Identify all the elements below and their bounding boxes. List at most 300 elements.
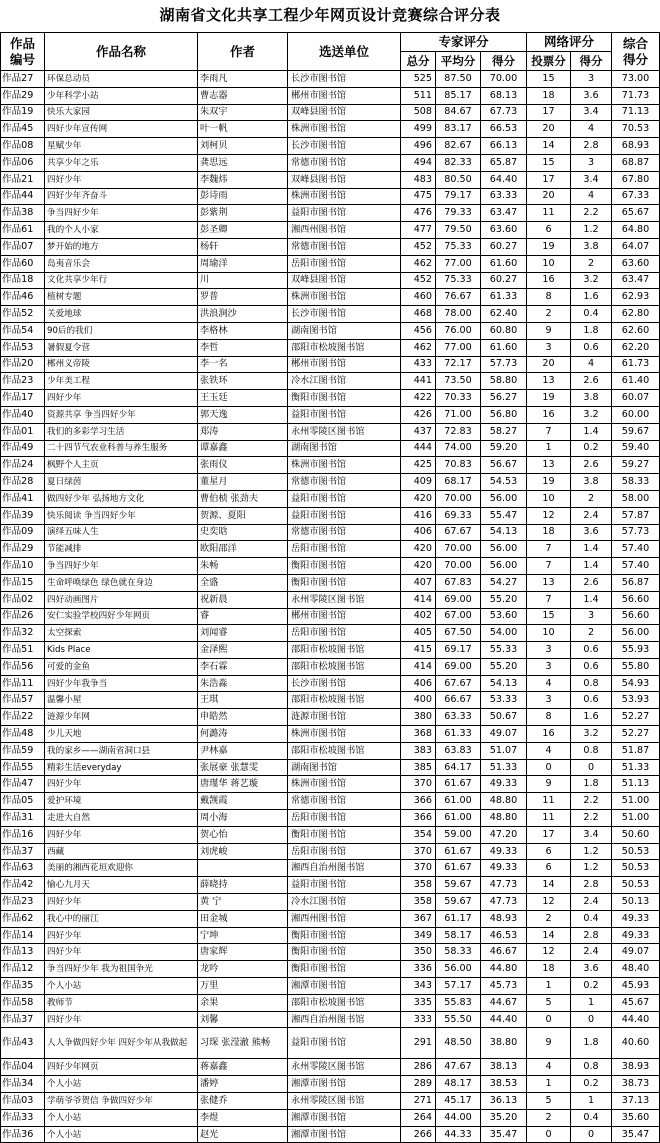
table-row <box>1 238 660 255</box>
header-unit: 选送单位 <box>288 33 401 71</box>
cell-author: 金泽熙 <box>198 642 288 659</box>
cell-unit: 益阳市图书馆 <box>288 1028 401 1059</box>
cell-author: 尹林嘉 <box>198 742 288 759</box>
table-row <box>1 793 660 810</box>
cell-expert-avg: 61.67 <box>436 860 481 877</box>
cell-name: 争当四好少年 我为祖国争光 <box>45 961 198 978</box>
cell-expert-total: 414 <box>401 658 436 675</box>
cell-net-votes: 14 <box>527 138 571 155</box>
cell-expert-avg: 57.17 <box>436 978 481 995</box>
cell-expert-total: 370 <box>401 776 436 793</box>
cell-name: 安仁实验学校四好少年网页 <box>45 608 198 625</box>
cell-unit: 湖南图书馆 <box>288 440 401 457</box>
cell-expert-avg: 70.00 <box>436 541 481 558</box>
cell-unit: 郴州市图书馆 <box>288 356 401 373</box>
cell-unit: 冷水江图书馆 <box>288 373 401 390</box>
cell-unit: 衡阳市图书馆 <box>288 558 401 575</box>
cell-unit: 双峰县图书馆 <box>288 171 401 188</box>
cell-expert-avg: 79.33 <box>436 205 481 222</box>
cell-expert-score: 48.93 <box>481 910 527 927</box>
cell-name: 学萌爷爷贺信 争做四好少年 <box>45 1093 198 1110</box>
table-row <box>1 776 660 793</box>
cell-author: 张雨仪 <box>198 457 288 474</box>
cell-expert-score: 50.67 <box>481 709 527 726</box>
table-row <box>1 524 660 541</box>
cell-unit: 长沙市图书馆 <box>288 138 401 155</box>
cell-author: 郑涛 <box>198 423 288 440</box>
cell-net-score: 0.6 <box>571 658 612 675</box>
cell-expert-avg: 70.33 <box>436 390 481 407</box>
cell-expert-avg: 68.17 <box>436 474 481 491</box>
cell-name: 四好少年 <box>45 390 198 407</box>
cell-expert-total: 409 <box>401 474 436 491</box>
cell-final-score: 58.33 <box>612 474 660 491</box>
cell-expert-score: 55.33 <box>481 642 527 659</box>
cell-name: 精彩生活everyday <box>45 759 198 776</box>
cell-expert-score: 54.13 <box>481 524 527 541</box>
cell-expert-score: 35.20 <box>481 1109 527 1126</box>
cell-net-votes: 2 <box>527 306 571 323</box>
cell-expert-avg: 63.83 <box>436 742 481 759</box>
cell-expert-total: 406 <box>401 675 436 692</box>
cell-author: 蒋嘉鑫 <box>198 1059 288 1076</box>
cell-author: 习琛 张滢澈 熊畅 <box>198 1028 288 1059</box>
cell-name: 郴州义帝陵 <box>45 356 198 373</box>
table-row <box>1 742 660 759</box>
cell-name: 文化共享少年行 <box>45 272 198 289</box>
cell-author: 李格林 <box>198 322 288 339</box>
cell-unit: 双峰县图书馆 <box>288 272 401 289</box>
cell-name: 太空探索 <box>45 625 198 642</box>
cell-net-score: 2.6 <box>571 574 612 591</box>
cell-net-votes: 16 <box>527 406 571 423</box>
cell-expert-total: 499 <box>401 121 436 138</box>
cell-net-votes: 9 <box>527 322 571 339</box>
cell-author: 何潞涛 <box>198 726 288 743</box>
table-row <box>1 894 660 911</box>
cell-unit: 常德市图书馆 <box>288 154 401 171</box>
table-row <box>1 457 660 474</box>
cell-expert-avg: 82.67 <box>436 138 481 155</box>
cell-expert-score: 35.47 <box>481 1126 527 1143</box>
cell-unit: 衡阳市图书馆 <box>288 574 401 591</box>
cell-author: 戴觊霞 <box>198 793 288 810</box>
cell-net-votes: 18 <box>527 961 571 978</box>
cell-expert-total: 494 <box>401 154 436 171</box>
table-row <box>1 574 660 591</box>
table-row <box>1 1011 660 1028</box>
cell-author: 谭嘉鑫 <box>198 440 288 457</box>
cell-net-votes: 9 <box>527 776 571 793</box>
header-net-score: 得分 <box>571 52 612 71</box>
cell-expert-total: 508 <box>401 104 436 121</box>
cell-expert-score: 58.27 <box>481 423 527 440</box>
cell-net-score: 2.4 <box>571 894 612 911</box>
cell-author: 刘柯贝 <box>198 138 288 155</box>
cell-net-score: 2.8 <box>571 138 612 155</box>
cell-author: 董星月 <box>198 474 288 491</box>
table-row <box>1 507 660 524</box>
cell-expert-avg: 75.33 <box>436 272 481 289</box>
cell-unit: 株洲市图书馆 <box>288 289 401 306</box>
cell-expert-avg: 66.67 <box>436 692 481 709</box>
cell-expert-avg: 76.67 <box>436 289 481 306</box>
cell-net-votes: 4 <box>527 675 571 692</box>
cell-name: 少年美工程 <box>45 373 198 390</box>
cell-final-score: 68.87 <box>612 154 660 171</box>
header-expert-group: 专家评分 <box>401 33 527 52</box>
cell-net-votes: 2 <box>527 1109 571 1126</box>
cell-name: 岛夷音乐会 <box>45 255 198 272</box>
cell-author: 彭紫荆 <box>198 205 288 222</box>
cell-expert-avg: 58.17 <box>436 927 481 944</box>
cell-expert-total: 456 <box>401 322 436 339</box>
cell-unit: 长沙市图书馆 <box>288 306 401 323</box>
cell-expert-score: 51.33 <box>481 759 527 776</box>
cell-expert-total: 366 <box>401 793 436 810</box>
cell-id: 作品04 <box>1 1059 45 1076</box>
table-row <box>1 171 660 188</box>
cell-id: 作品10 <box>1 558 45 575</box>
cell-expert-avg: 55.50 <box>436 1011 481 1028</box>
cell-name: 教师节 <box>45 994 198 1011</box>
cell-net-score: 2.8 <box>571 927 612 944</box>
cell-expert-score: 63.47 <box>481 205 527 222</box>
cell-name: 四好少年 <box>45 1011 198 1028</box>
cell-net-score: 1.4 <box>571 541 612 558</box>
cell-net-score: 0.2 <box>571 1076 612 1093</box>
cell-author: 祝新晨 <box>198 591 288 608</box>
cell-net-score: 1 <box>571 1093 612 1110</box>
header-final-line2: 得分 <box>623 51 649 67</box>
cell-name: 美丽的湘西花垣欢迎你 <box>45 860 198 877</box>
cell-id: 作品46 <box>1 289 45 306</box>
cell-id: 作品09 <box>1 524 45 541</box>
cell-final-score: 51.87 <box>612 742 660 759</box>
cell-name: 生命呼唤绿色 绿色就在身边 <box>45 574 198 591</box>
cell-author: 黄 宁 <box>198 894 288 911</box>
cell-final-score: 49.33 <box>612 910 660 927</box>
cell-id: 作品07 <box>1 238 45 255</box>
cell-expert-total: 406 <box>401 524 436 541</box>
table-row <box>1 591 660 608</box>
cell-expert-score: 58.80 <box>481 373 527 390</box>
cell-unit: 常德市图书馆 <box>288 238 401 255</box>
cell-author: 杨轩 <box>198 238 288 255</box>
cell-expert-total: 358 <box>401 894 436 911</box>
cell-final-score: 58.00 <box>612 490 660 507</box>
cell-id: 作品29 <box>1 541 45 558</box>
table-row <box>1 927 660 944</box>
cell-author: 刘闻睿 <box>198 625 288 642</box>
cell-net-score: 2.2 <box>571 205 612 222</box>
table-row <box>1 675 660 692</box>
cell-id: 作品51 <box>1 642 45 659</box>
cell-expert-score: 56.80 <box>481 406 527 423</box>
cell-unit: 益阳市图书馆 <box>288 877 401 894</box>
cell-net-score: 0.6 <box>571 692 612 709</box>
cell-author: 彭诗雨 <box>198 188 288 205</box>
cell-net-votes: 9 <box>527 1028 571 1059</box>
cell-expert-avg: 70.00 <box>436 490 481 507</box>
cell-unit: 株洲市图书馆 <box>288 188 401 205</box>
cell-expert-score: 56.27 <box>481 390 527 407</box>
cell-net-votes: 4 <box>527 1059 571 1076</box>
cell-name: 环保总动员 <box>45 71 198 88</box>
cell-final-score: 61.73 <box>612 356 660 373</box>
cell-unit: 岳阳市图书馆 <box>288 541 401 558</box>
cell-final-score: 67.80 <box>612 171 660 188</box>
cell-id: 作品19 <box>1 104 45 121</box>
cell-id: 作品15 <box>1 574 45 591</box>
cell-net-score: 4 <box>571 121 612 138</box>
cell-expert-total: 483 <box>401 171 436 188</box>
cell-net-score: 3.6 <box>571 961 612 978</box>
cell-id: 作品37 <box>1 843 45 860</box>
cell-unit: 邵阳市松坡图书馆 <box>288 692 401 709</box>
cell-expert-score: 44.67 <box>481 994 527 1011</box>
cell-expert-score: 56.00 <box>481 558 527 575</box>
cell-expert-avg: 70.83 <box>436 457 481 474</box>
cell-expert-avg: 67.00 <box>436 608 481 625</box>
cell-net-score: 3 <box>571 154 612 171</box>
cell-net-score: 1.6 <box>571 289 612 306</box>
cell-expert-score: 49.07 <box>481 726 527 743</box>
cell-final-score: 62.80 <box>612 306 660 323</box>
cell-id: 作品61 <box>1 222 45 239</box>
cell-expert-score: 54.27 <box>481 574 527 591</box>
header-id-line1: 作品 <box>9 35 35 51</box>
cell-id: 作品12 <box>1 961 45 978</box>
cell-name: 暑假夏令营 <box>45 339 198 356</box>
table-row <box>1 71 660 88</box>
cell-final-score: 60.07 <box>612 390 660 407</box>
cell-expert-avg: 72.83 <box>436 423 481 440</box>
cell-net-score: 0.4 <box>571 1109 612 1126</box>
table-row <box>1 87 660 104</box>
cell-expert-score: 70.00 <box>481 71 527 88</box>
cell-unit: 湘潭市图书馆 <box>288 1126 401 1143</box>
cell-expert-score: 44.40 <box>481 1011 527 1028</box>
cell-expert-score: 49.33 <box>481 860 527 877</box>
cell-final-score: 55.93 <box>612 642 660 659</box>
cell-author <box>198 860 288 877</box>
cell-author: 李雨凡 <box>198 71 288 88</box>
cell-expert-total: 368 <box>401 726 436 743</box>
cell-net-votes: 12 <box>527 507 571 524</box>
cell-final-score: 59.40 <box>612 440 660 457</box>
cell-net-votes: 17 <box>527 104 571 121</box>
cell-expert-score: 57.73 <box>481 356 527 373</box>
cell-expert-total: 420 <box>401 490 436 507</box>
cell-net-votes: 19 <box>527 390 571 407</box>
cell-expert-avg: 72.17 <box>436 356 481 373</box>
cell-final-score: 56.00 <box>612 625 660 642</box>
cell-id: 作品18 <box>1 272 45 289</box>
cell-name: 四好动画图片 <box>45 591 198 608</box>
cell-author: 彭圣卿 <box>198 222 288 239</box>
table-row <box>1 843 660 860</box>
table-row <box>1 994 660 1011</box>
cell-final-score: 51.00 <box>612 793 660 810</box>
cell-expert-avg: 61.33 <box>436 726 481 743</box>
cell-final-score: 45.93 <box>612 978 660 995</box>
cell-author: 欧阳邵洋 <box>198 541 288 558</box>
cell-net-votes: 1 <box>527 978 571 995</box>
cell-id: 作品02 <box>1 591 45 608</box>
cell-expert-score: 64.40 <box>481 171 527 188</box>
cell-expert-avg: 55.83 <box>436 994 481 1011</box>
cell-expert-total: 264 <box>401 1109 436 1126</box>
cell-final-score: 57.40 <box>612 541 660 558</box>
cell-final-score: 57.40 <box>612 558 660 575</box>
cell-expert-score: 56.00 <box>481 541 527 558</box>
cell-expert-total: 414 <box>401 591 436 608</box>
cell-author: 史奕晗 <box>198 524 288 541</box>
cell-expert-total: 380 <box>401 709 436 726</box>
cell-name: 个人小站 <box>45 978 198 995</box>
cell-expert-total: 291 <box>401 1028 436 1059</box>
cell-name: 四好少年网页 <box>45 1059 198 1076</box>
cell-net-score: 1.6 <box>571 709 612 726</box>
cell-author: 张健乔 <box>198 1093 288 1110</box>
table-row <box>1 726 660 743</box>
cell-id: 作品62 <box>1 910 45 927</box>
cell-expert-score: 60.80 <box>481 322 527 339</box>
cell-net-score: 3.2 <box>571 726 612 743</box>
cell-author: 全盛 <box>198 574 288 591</box>
cell-expert-total: 477 <box>401 222 436 239</box>
cell-final-score: 50.53 <box>612 843 660 860</box>
header-name: 作品名称 <box>45 33 198 71</box>
cell-net-votes: 7 <box>527 558 571 575</box>
cell-name: 四好少年我争当 <box>45 675 198 692</box>
cell-author: 王玉廷 <box>198 390 288 407</box>
cell-expert-score: 49.33 <box>481 776 527 793</box>
cell-author: 余果 <box>198 994 288 1011</box>
cell-id: 作品59 <box>1 742 45 759</box>
cell-name: 少儿天地 <box>45 726 198 743</box>
cell-net-votes: 3 <box>527 692 571 709</box>
cell-expert-score: 54.00 <box>481 625 527 642</box>
cell-id: 作品45 <box>1 121 45 138</box>
cell-expert-total: 286 <box>401 1059 436 1076</box>
cell-name: 四好少年齐奋斗 <box>45 188 198 205</box>
cell-name: 快乐阅读 争当四好少年 <box>45 507 198 524</box>
cell-net-score: 2 <box>571 625 612 642</box>
cell-author: 周小海 <box>198 810 288 827</box>
cell-unit: 湘西自治州图书馆 <box>288 860 401 877</box>
cell-expert-total: 416 <box>401 507 436 524</box>
cell-net-votes: 3 <box>527 658 571 675</box>
cell-expert-score: 56.00 <box>481 490 527 507</box>
cell-expert-score: 62.40 <box>481 306 527 323</box>
cell-expert-avg: 82.33 <box>436 154 481 171</box>
cell-id: 作品39 <box>1 507 45 524</box>
cell-unit: 湘潭市图书馆 <box>288 1076 401 1093</box>
cell-expert-score: 63.33 <box>481 188 527 205</box>
cell-expert-total: 468 <box>401 306 436 323</box>
cell-expert-avg: 48.50 <box>436 1028 481 1059</box>
cell-expert-total: 266 <box>401 1126 436 1143</box>
cell-expert-score: 60.27 <box>481 238 527 255</box>
table-row <box>1 709 660 726</box>
cell-author: 睿 <box>198 608 288 625</box>
table-row <box>1 1028 660 1059</box>
cell-author: 川 <box>198 272 288 289</box>
table-row <box>1 255 660 272</box>
cell-expert-total: 444 <box>401 440 436 457</box>
cell-author: 罗普 <box>198 289 288 306</box>
cell-name: 愉心九月天 <box>45 877 198 894</box>
cell-author: 王琪 <box>198 692 288 709</box>
cell-final-score: 60.00 <box>612 406 660 423</box>
table-row <box>1 474 660 491</box>
cell-net-votes: 20 <box>527 121 571 138</box>
table-row <box>1 910 660 927</box>
cell-name: 个人小站 <box>45 1076 198 1093</box>
cell-name: 关爱地球 <box>45 306 198 323</box>
cell-name: 梦开始的地方 <box>45 238 198 255</box>
cell-net-votes: 12 <box>527 894 571 911</box>
cell-expert-total: 350 <box>401 944 436 961</box>
cell-id: 作品36 <box>1 1126 45 1143</box>
cell-final-score: 63.60 <box>612 255 660 272</box>
cell-net-votes: 11 <box>527 810 571 827</box>
cell-unit: 衡阳市图书馆 <box>288 826 401 843</box>
cell-id: 作品21 <box>1 171 45 188</box>
cell-id: 作品26 <box>1 608 45 625</box>
cell-net-votes: 5 <box>527 994 571 1011</box>
table-row <box>1 826 660 843</box>
cell-id: 作品34 <box>1 1076 45 1093</box>
table-row <box>1 289 660 306</box>
cell-net-votes: 13 <box>527 373 571 390</box>
cell-net-votes: 3 <box>527 339 571 356</box>
cell-net-score: 0 <box>571 759 612 776</box>
cell-id: 作品37 <box>1 1011 45 1028</box>
cell-expert-avg: 69.00 <box>436 591 481 608</box>
cell-expert-total: 407 <box>401 574 436 591</box>
cell-expert-score: 61.60 <box>481 339 527 356</box>
cell-author: 张展豪 张慧雯 <box>198 759 288 776</box>
table-row <box>1 373 660 390</box>
cell-expert-avg: 61.00 <box>436 793 481 810</box>
table-row <box>1 978 660 995</box>
cell-net-score: 2.6 <box>571 457 612 474</box>
cell-author: 刘虎峻 <box>198 843 288 860</box>
cell-expert-total: 441 <box>401 373 436 390</box>
cell-net-votes: 10 <box>527 255 571 272</box>
cell-net-score: 0.8 <box>571 1059 612 1076</box>
cell-name: 我的家乡——湖南省洞口县 <box>45 742 198 759</box>
cell-unit: 湖南图书馆 <box>288 322 401 339</box>
cell-expert-total: 333 <box>401 1011 436 1028</box>
cell-net-score: 3.8 <box>571 390 612 407</box>
cell-id: 作品31 <box>1 810 45 827</box>
cell-expert-score: 61.33 <box>481 289 527 306</box>
cell-name: 四好少年 <box>45 826 198 843</box>
cell-net-score: 2.2 <box>571 793 612 810</box>
cell-final-score: 67.33 <box>612 188 660 205</box>
cell-id: 作品20 <box>1 356 45 373</box>
cell-expert-avg: 56.00 <box>436 961 481 978</box>
cell-name: Kids Place <box>45 642 198 659</box>
cell-expert-score: 45.73 <box>481 978 527 995</box>
cell-expert-score: 65.87 <box>481 154 527 171</box>
cell-net-votes: 16 <box>527 272 571 289</box>
cell-net-score: 3.4 <box>571 171 612 188</box>
